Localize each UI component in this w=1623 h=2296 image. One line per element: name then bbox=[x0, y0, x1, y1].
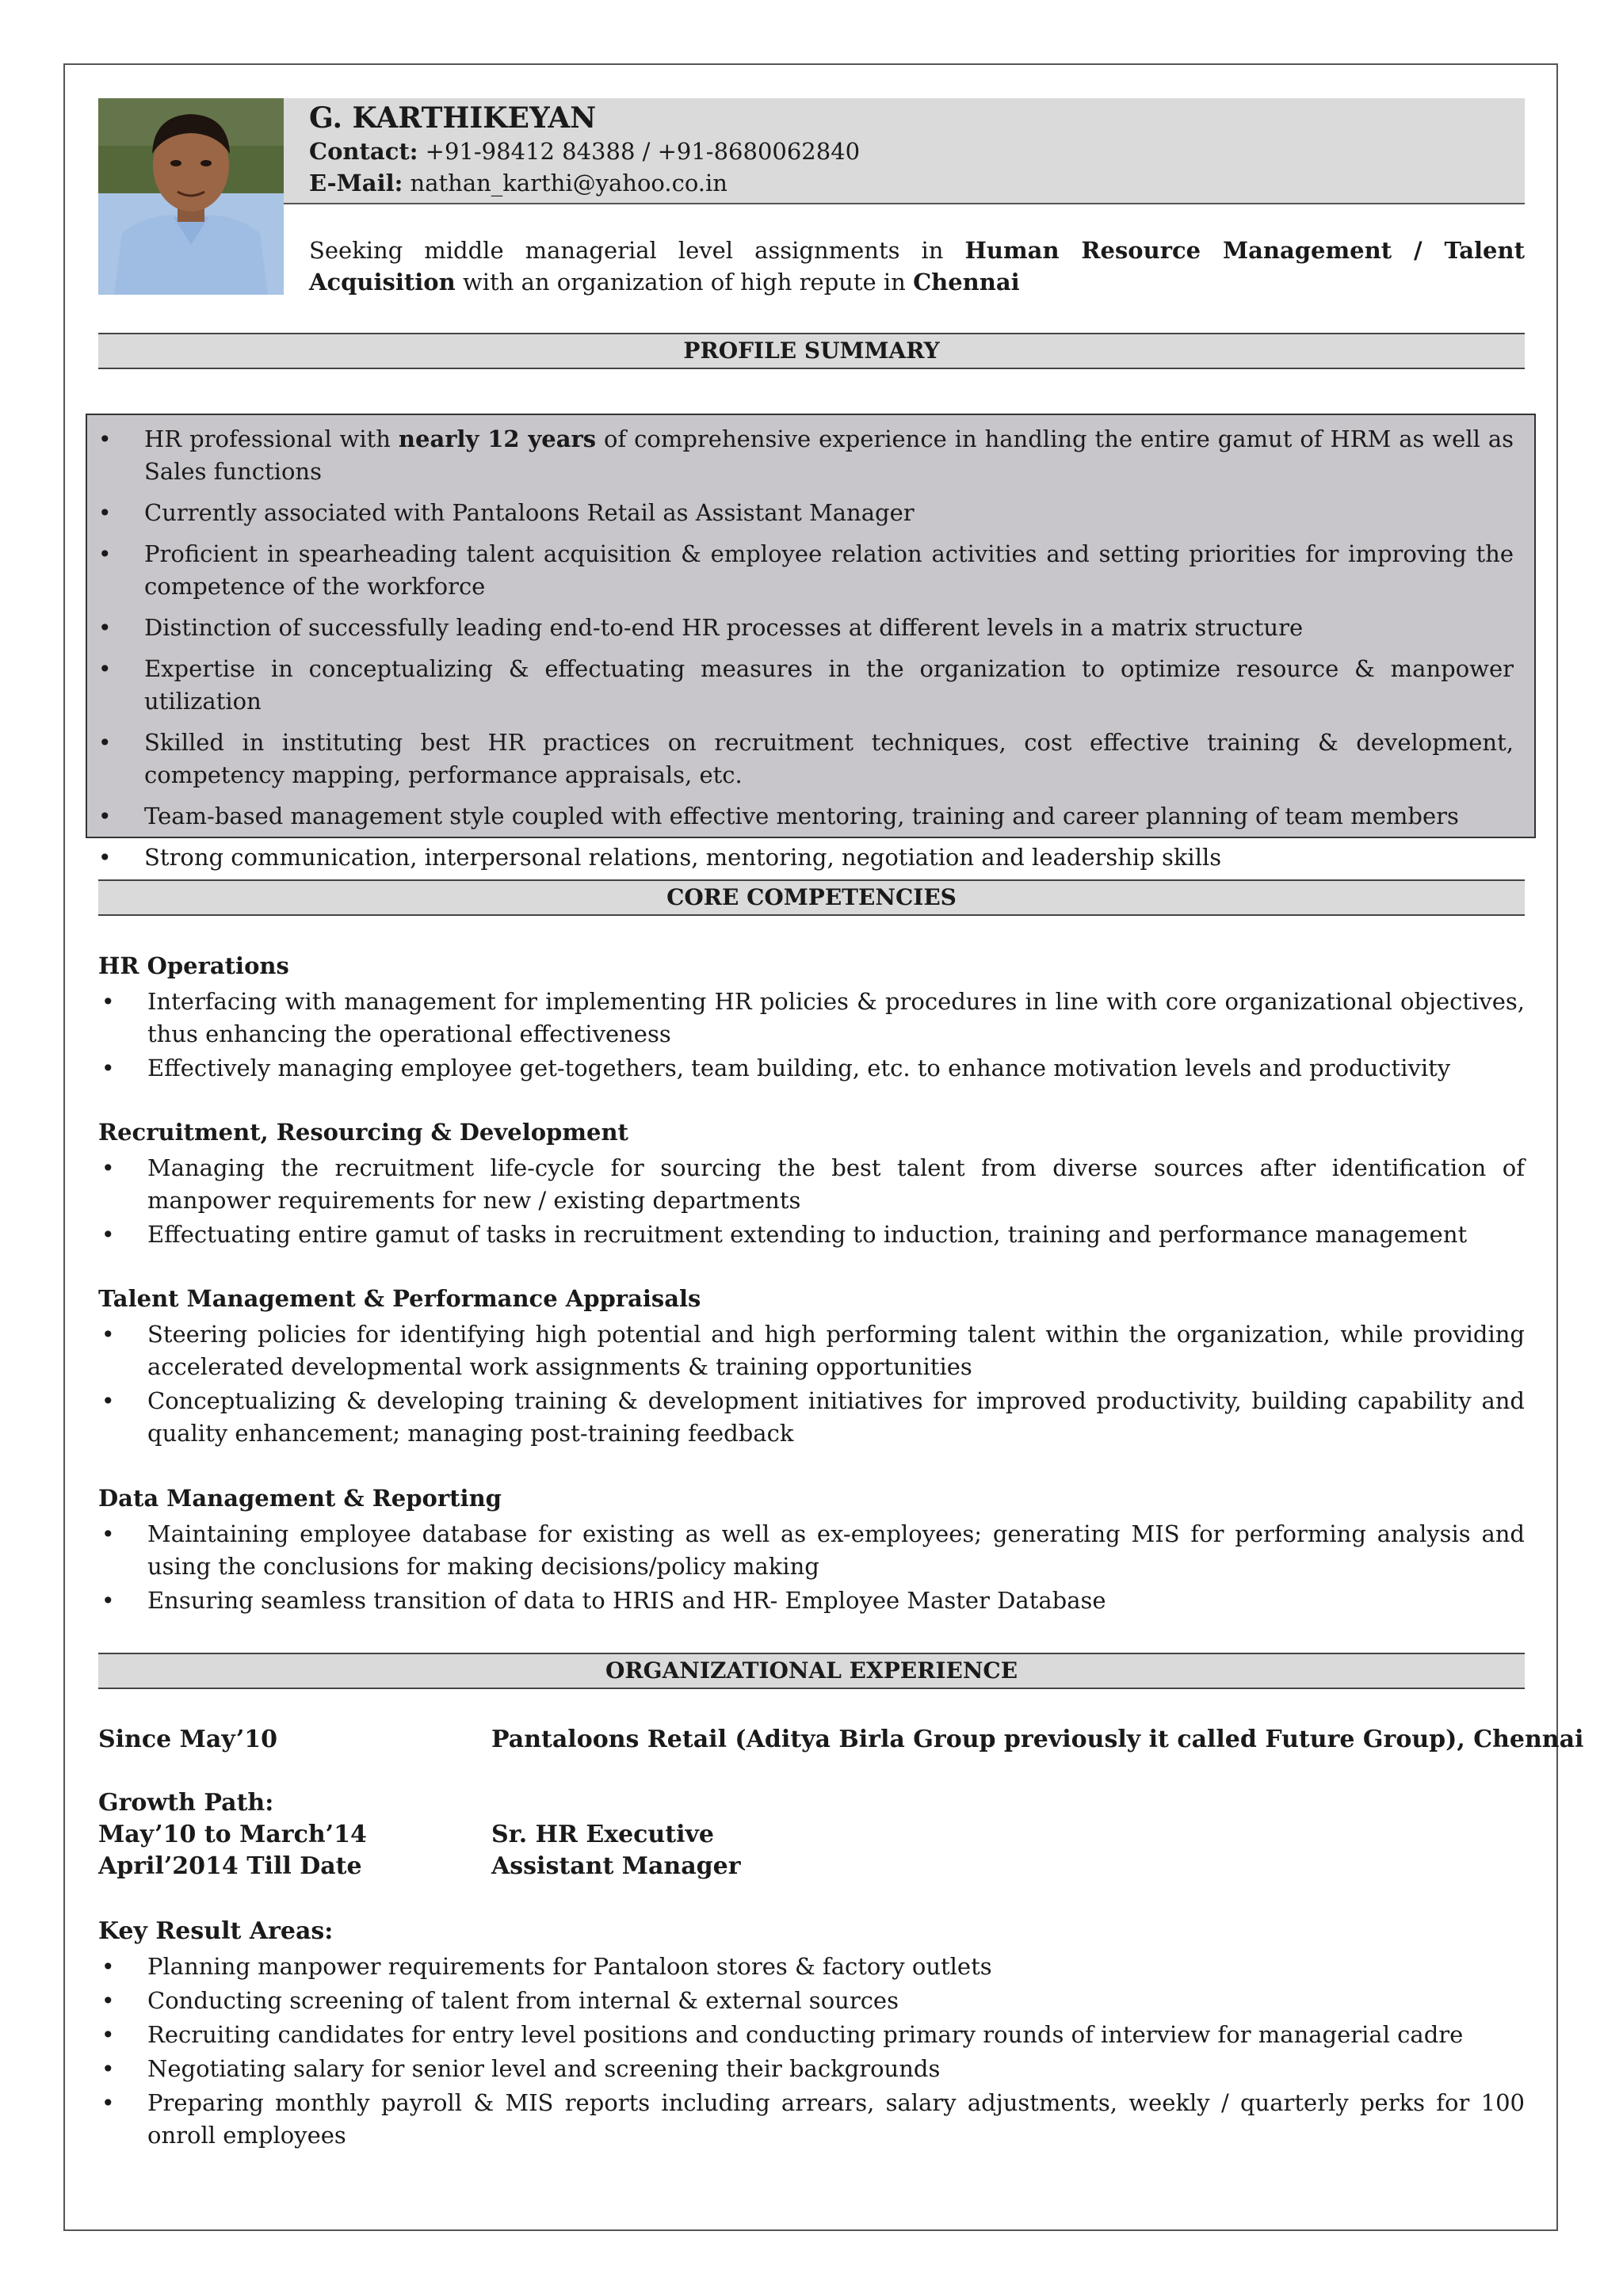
employment-row bbox=[98, 1726, 1584, 1753]
kra-text: Conducting screening of talent from internal & external sources bbox=[147, 1987, 899, 2014]
growth-path-label: Growth Path: bbox=[98, 1789, 274, 1817]
list-item bbox=[95, 423, 1514, 488]
page-border bbox=[63, 63, 1558, 2231]
bullet-icon: • bbox=[101, 1988, 115, 2014]
summary-text: Skilled in instituting best HR practices on recruitment techniques, cost effective training & development, competency mapping, performance appraisals, etc. bbox=[144, 729, 1514, 788]
competency-text: Managing the recruitment life-cycle for sourcing the best talent from diverse sources after identification of manpower requirements for new / existing departments bbox=[147, 1154, 1525, 1214]
section-title-organizational-experience: ORGANIZATIONAL EXPERIENCE bbox=[98, 1653, 1525, 1689]
candidate-name: G. KARTHIKEYAN bbox=[309, 101, 597, 135]
summary-text: Expertise in conceptualizing & effectuating measures in the organization to optimize resource & manpower utilization bbox=[144, 655, 1514, 715]
kra-text: Preparing monthly payroll & MIS reports including arrears, salary adjustments, weekly / quarterly perks for 100 onroll employees bbox=[147, 2089, 1525, 2149]
list-item bbox=[95, 653, 1514, 718]
email-label: E-Mail: bbox=[309, 170, 403, 196]
growth-role: Sr. HR Executive bbox=[491, 1821, 715, 1848]
kra-label: Key Result Areas: bbox=[98, 1917, 334, 1945]
summary-text: Team-based management style coupled with effective mentoring, training and career planning of team members bbox=[144, 803, 1459, 830]
employer-name: Pantaloons Retail (Aditya Birla Group previously it called Future Group), Chennai bbox=[491, 1726, 1584, 1753]
list-item bbox=[98, 1219, 1525, 1251]
list-item bbox=[98, 2019, 1525, 2051]
bullet-icon: • bbox=[98, 541, 112, 567]
section-title-core-competencies: CORE COMPETENCIES bbox=[98, 879, 1525, 916]
kra-text: Recruiting candidates for entry level positions and conducting primary rounds of interview for managerial cadre bbox=[147, 2021, 1464, 2048]
growth-period: May’10 to March’14 bbox=[98, 1821, 367, 1848]
contact-value: +91-98412 84388 / +91-8680062840 bbox=[418, 138, 861, 165]
growth-row bbox=[98, 1821, 1525, 1848]
growth-period: April’2014 Till Date bbox=[98, 1852, 362, 1880]
competency-text: Interfacing with management for implementing HR policies & procedures in line with core organizational objectives, thus enhancing the operational effectiveness bbox=[147, 988, 1525, 1047]
bullet-icon: • bbox=[98, 500, 112, 526]
competency-text: Effectively managing employee get-togethers, team building, etc. to enhance motivation levels and productivity bbox=[147, 1055, 1451, 1081]
competency-list bbox=[98, 1318, 1525, 1451]
section-title-profile-summary: PROFILE SUMMARY bbox=[98, 333, 1525, 369]
summary-highlight: nearly 12 years bbox=[398, 425, 597, 452]
bullet-icon: • bbox=[101, 1322, 115, 1348]
list-item bbox=[95, 841, 1514, 874]
profile-summary-list bbox=[95, 423, 1514, 883]
list-item bbox=[95, 497, 1514, 529]
growth-role: Assistant Manager bbox=[491, 1852, 741, 1880]
list-item bbox=[98, 1318, 1525, 1383]
bullet-icon: • bbox=[101, 1521, 115, 1547]
bullet-icon: • bbox=[98, 845, 112, 871]
list-item bbox=[98, 1518, 1525, 1583]
summary-text: Currently associated with Pantaloons Retail as Assistant Manager bbox=[144, 499, 915, 526]
competency-text: Maintaining employee database for existing as well as ex-employees; generating MIS for performing analysis and using the conclusions for making decisions/policy making bbox=[147, 1520, 1525, 1580]
bullet-icon: • bbox=[101, 989, 115, 1015]
bullet-icon: • bbox=[98, 656, 112, 682]
summary-text: Strong communication, interpersonal relations, mentoring, negotiation and leadership skills bbox=[144, 844, 1222, 871]
bullet-icon: • bbox=[98, 803, 112, 830]
list-item bbox=[98, 1152, 1525, 1217]
list-item bbox=[95, 727, 1514, 791]
competency-heading: Recruitment, Resourcing & Development bbox=[98, 1119, 628, 1146]
list-item bbox=[98, 1951, 1525, 1983]
list-item bbox=[95, 800, 1514, 833]
competency-text: Effectuating entire gamut of tasks in recruitment extending to induction, training and performance management bbox=[147, 1221, 1468, 1248]
profile-summary-box bbox=[86, 414, 1536, 871]
bullet-icon: • bbox=[101, 1155, 115, 1181]
competency-list bbox=[98, 1518, 1525, 1619]
list-item bbox=[98, 1052, 1525, 1085]
kra-list bbox=[98, 1951, 1525, 2153]
list-item bbox=[95, 538, 1514, 603]
summary-text: HR professional with bbox=[144, 425, 399, 452]
bullet-icon: • bbox=[98, 730, 112, 756]
summary-text: of comprehensive experience in handling the entire gamut of HRM as well as Sales functions bbox=[144, 425, 1514, 485]
list-item bbox=[98, 2087, 1525, 2152]
competency-list bbox=[98, 1152, 1525, 1253]
competency-heading: HR Operations bbox=[98, 952, 289, 979]
competency-text: Steering policies for identifying high potential and high performing talent within the organization, while providing accelerated developmental work assignments & training opportunities bbox=[147, 1321, 1525, 1380]
objective-fields: Human Resource Management / Talent Acquisition bbox=[309, 237, 1525, 296]
list-item bbox=[95, 612, 1514, 644]
employment-since: Since May’10 bbox=[98, 1726, 278, 1753]
objective-prefix: Seeking middle managerial level assignments in bbox=[309, 237, 965, 264]
kra-text: Negotiating salary for senior level and screening their backgrounds bbox=[147, 2055, 941, 2082]
objective-city: Chennai bbox=[913, 269, 1020, 296]
bullet-icon: • bbox=[101, 2056, 115, 2082]
bullet-icon: • bbox=[98, 615, 112, 641]
bullet-icon: • bbox=[101, 1055, 115, 1081]
objective-middle: with an organization of high repute in bbox=[455, 269, 914, 296]
email-value: nathan_karthi@yahoo.co.in bbox=[403, 170, 727, 196]
objective bbox=[309, 235, 1525, 298]
bullet-icon: • bbox=[101, 2090, 115, 2116]
summary-text: Proficient in spearheading talent acquisition & employee relation activities and setting priorities for improving the competence of the workforce bbox=[144, 540, 1514, 600]
competency-heading: Talent Management & Performance Appraisals bbox=[98, 1285, 701, 1312]
summary-text: Distinction of successfully leading end-to-end HR processes at different levels in a matrix structure bbox=[144, 614, 1304, 641]
list-item bbox=[98, 2053, 1525, 2085]
competency-text: Ensuring seamless transition of data to HRIS and HR- Employee Master Database bbox=[147, 1587, 1106, 1614]
bullet-icon: • bbox=[101, 1388, 115, 1414]
list-item bbox=[98, 1585, 1525, 1617]
contact-label: Contact: bbox=[309, 138, 418, 165]
bullet-icon: • bbox=[101, 2022, 115, 2048]
competency-heading: Data Management & Reporting bbox=[98, 1485, 502, 1512]
bullet-icon: • bbox=[101, 1954, 115, 1980]
list-item bbox=[98, 1985, 1525, 2017]
competency-list bbox=[98, 986, 1525, 1086]
contact-line bbox=[309, 138, 860, 165]
bullet-icon: • bbox=[101, 1588, 115, 1614]
growth-row bbox=[98, 1852, 1525, 1880]
list-item bbox=[98, 986, 1525, 1051]
bullet-icon: • bbox=[98, 426, 112, 452]
profile-photo bbox=[98, 98, 284, 295]
email-line bbox=[309, 170, 727, 196]
header-band bbox=[284, 98, 1525, 204]
competency-text: Conceptualizing & developing training & development initiatives for improved productivity, building capability and quality enhancement; managing post-training feedback bbox=[147, 1387, 1525, 1447]
list-item bbox=[98, 1385, 1525, 1450]
kra-text: Planning manpower requirements for Pantaloon stores & factory outlets bbox=[147, 1953, 992, 1980]
bullet-icon: • bbox=[101, 1222, 115, 1248]
